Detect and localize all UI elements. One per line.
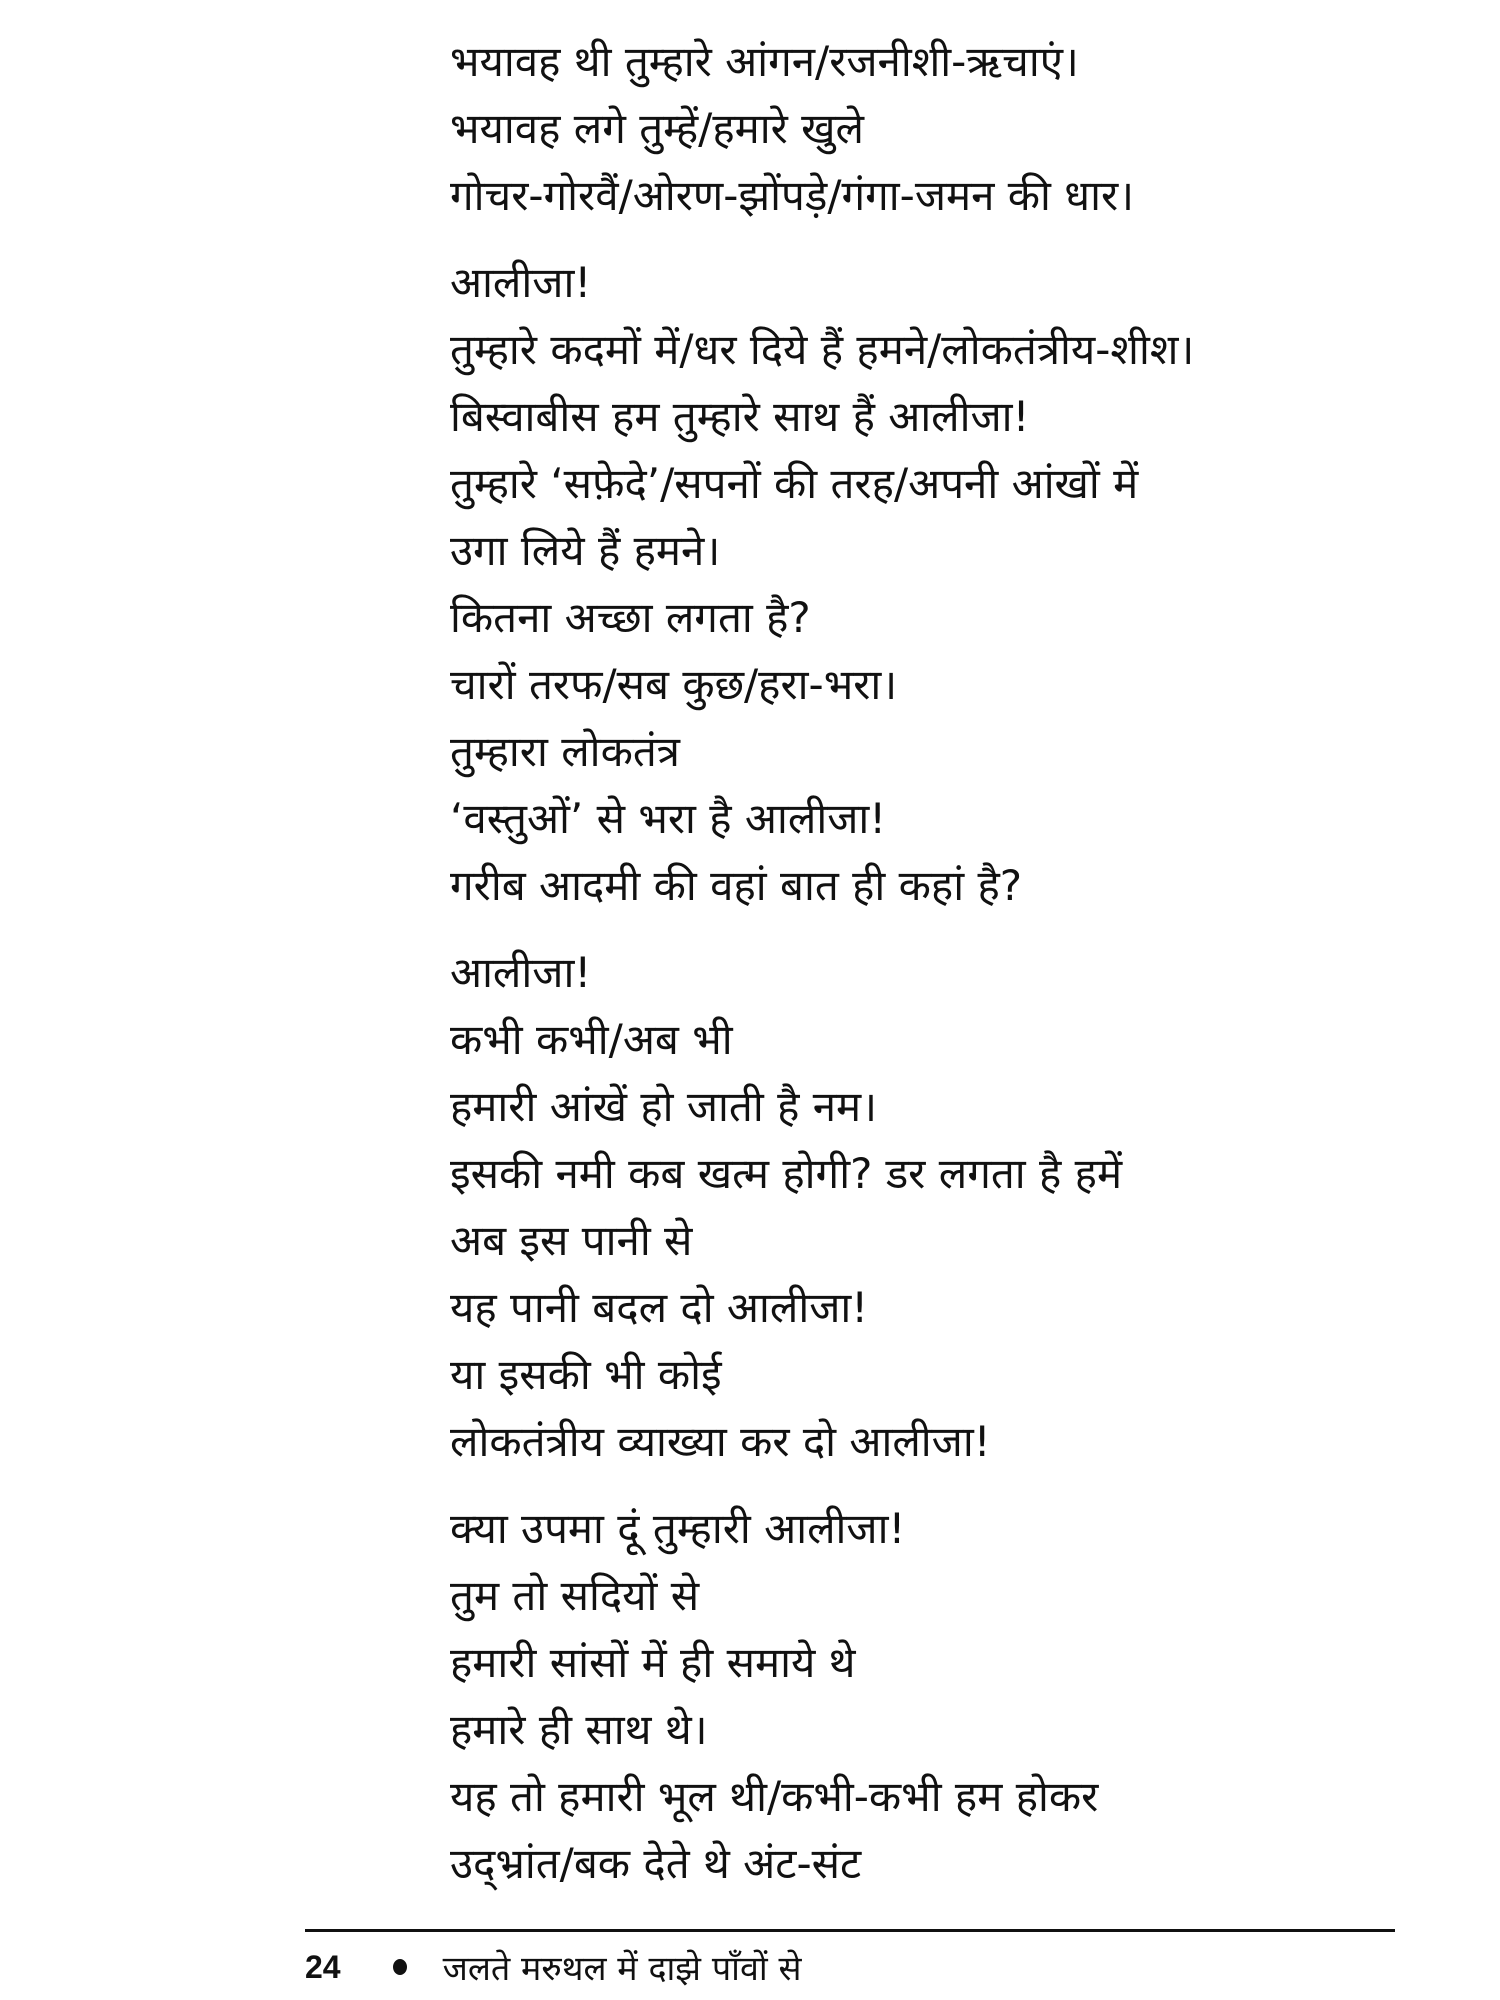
poem-line: इसकी नमी कब खत्म होगी? डर लगता है हमें [450, 1149, 1123, 1198]
poem-line: तुम्हारे कदमों में/धर दिये हैं हमने/लोकतंत्रीय-शीश। [450, 325, 1195, 374]
poem-line: गोचर-गोरवैं/ओरण-झोंपड़े/गंगा-जमन की धार। [450, 171, 1135, 220]
poem-line: गरीब आदमी की वहां बात ही कहां है? [450, 861, 1023, 910]
poem-line: ‘वस्तुओं’ से भरा है आलीजा! [450, 794, 887, 843]
page-footer [305, 1942, 801, 1992]
poem-line: या इसकी भी कोई [450, 1350, 722, 1399]
stanza-2 [450, 249, 1410, 919]
poem-line: यह तो हमारी भूल थी/कभी-कभी हम होकर [450, 1772, 1099, 1821]
poem-line: भयावह लगे तुम्हें/हमारे खुले [450, 104, 864, 153]
poem-line: चारों तरफ/सब कुछ/हरा-भरा। [450, 660, 898, 709]
poem-line: तुम्हारा लोकतंत्र [450, 727, 680, 776]
poem-line: बिस्वाबीस हम तुम्हारे साथ हैं आलीजा! [450, 392, 1030, 441]
poem-line: क्या उपमा दूं तुम्हारी आलीजा! [450, 1504, 906, 1553]
page-number: 24 [305, 1948, 341, 1985]
poem-text [450, 28, 1410, 1917]
poem-line: तुम्हारे ‘सफ़ेदे’/सपनों की तरह/अपनी आंखों में [450, 459, 1139, 508]
poem-line: हमारी सांसों में ही समाये थे [450, 1638, 856, 1687]
poem-line: उगा लिये हैं हमने। [450, 526, 721, 575]
stanza-3 [450, 939, 1410, 1475]
poem-line: लोकतंत्रीय व्याख्या कर दो आलीजा! [450, 1417, 991, 1466]
poem-line: कभी कभी/अब भी [450, 1015, 733, 1064]
poem-line: कितना अच्छा लगता है? [450, 593, 811, 642]
poem-line: हमारी आंखें हो जाती है नम। [450, 1082, 878, 1131]
footer-divider [305, 1929, 1395, 1932]
poem-line: अब इस पानी से [450, 1216, 693, 1265]
poem-line: आलीजा! [450, 948, 592, 997]
poem-line: हमारे ही साथ थे। [450, 1705, 708, 1754]
bullet-icon [393, 1959, 407, 1975]
poem-line: आलीजा! [450, 258, 592, 307]
poem-line: तुम तो सदियों से [450, 1571, 700, 1620]
poem-line: भयावह थी तुम्हारे आंगन/रजनीशी-ऋचाएं। [450, 37, 1079, 86]
poem-line: यह पानी बदल दो आलीजा! [450, 1283, 869, 1332]
stanza-1 [450, 28, 1410, 229]
running-book-title: जलते मरुथल में दाझे पाँवों से [442, 1949, 802, 1989]
stanza-4 [450, 1495, 1410, 1897]
poem-line: उद्भ्रांत/बक देते थे अंट-संट [450, 1839, 862, 1888]
